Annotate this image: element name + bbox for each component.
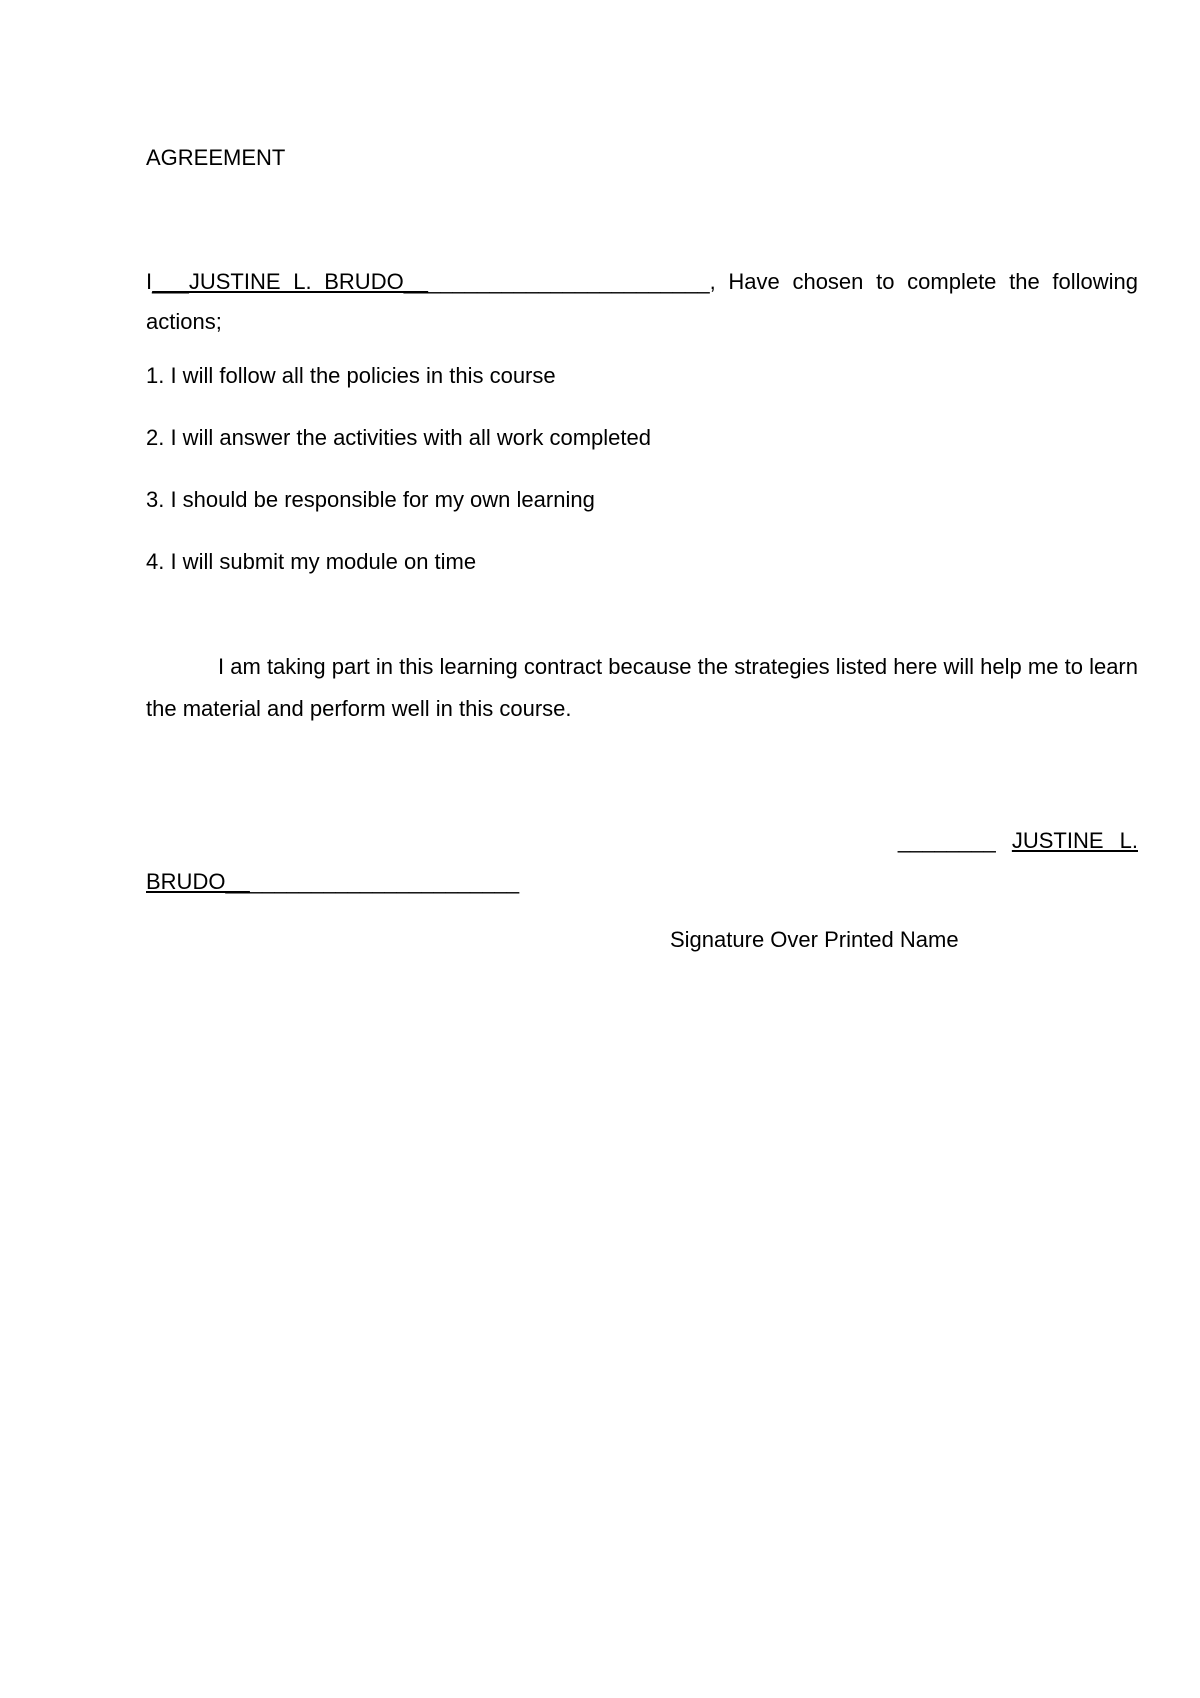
intro-suffix: , Have chosen to complete the following actions; (146, 269, 1138, 334)
signature-line-2 (146, 862, 1138, 902)
signature-caption: Signature Over Printed Name (670, 927, 959, 952)
document-title: AGREEMENT (146, 145, 286, 170)
intro-blank: _______________________ (428, 269, 710, 294)
action-item: 2. I will answer the activities with all work completed (146, 425, 651, 450)
signature-line-1 (146, 820, 1138, 862)
actions-list (146, 360, 1138, 578)
action-item: 4. I will submit my module on time (146, 549, 477, 574)
intro-paragraph (146, 262, 1138, 342)
statement-paragraph: I am taking part in this learning contract because the strategies listed here will help me to learn the material and perform well in this course. (146, 654, 1138, 721)
signature-blank-2: ______________________ (249, 869, 520, 894)
signature-name-2: BRUDO__ (146, 869, 250, 894)
intro-name-field: ___JUSTINE L. BRUDO__ (152, 269, 429, 294)
action-item: 3. I should be responsible for my own learning (146, 487, 595, 512)
action-item: 1. I will follow all the policies in this course (146, 363, 556, 388)
signature-name-1: JUSTINE L. (1011, 828, 1138, 853)
document-body (146, 144, 1138, 956)
signature-blank-1: ________ (897, 828, 996, 853)
intro-prefix: I (146, 269, 153, 294)
